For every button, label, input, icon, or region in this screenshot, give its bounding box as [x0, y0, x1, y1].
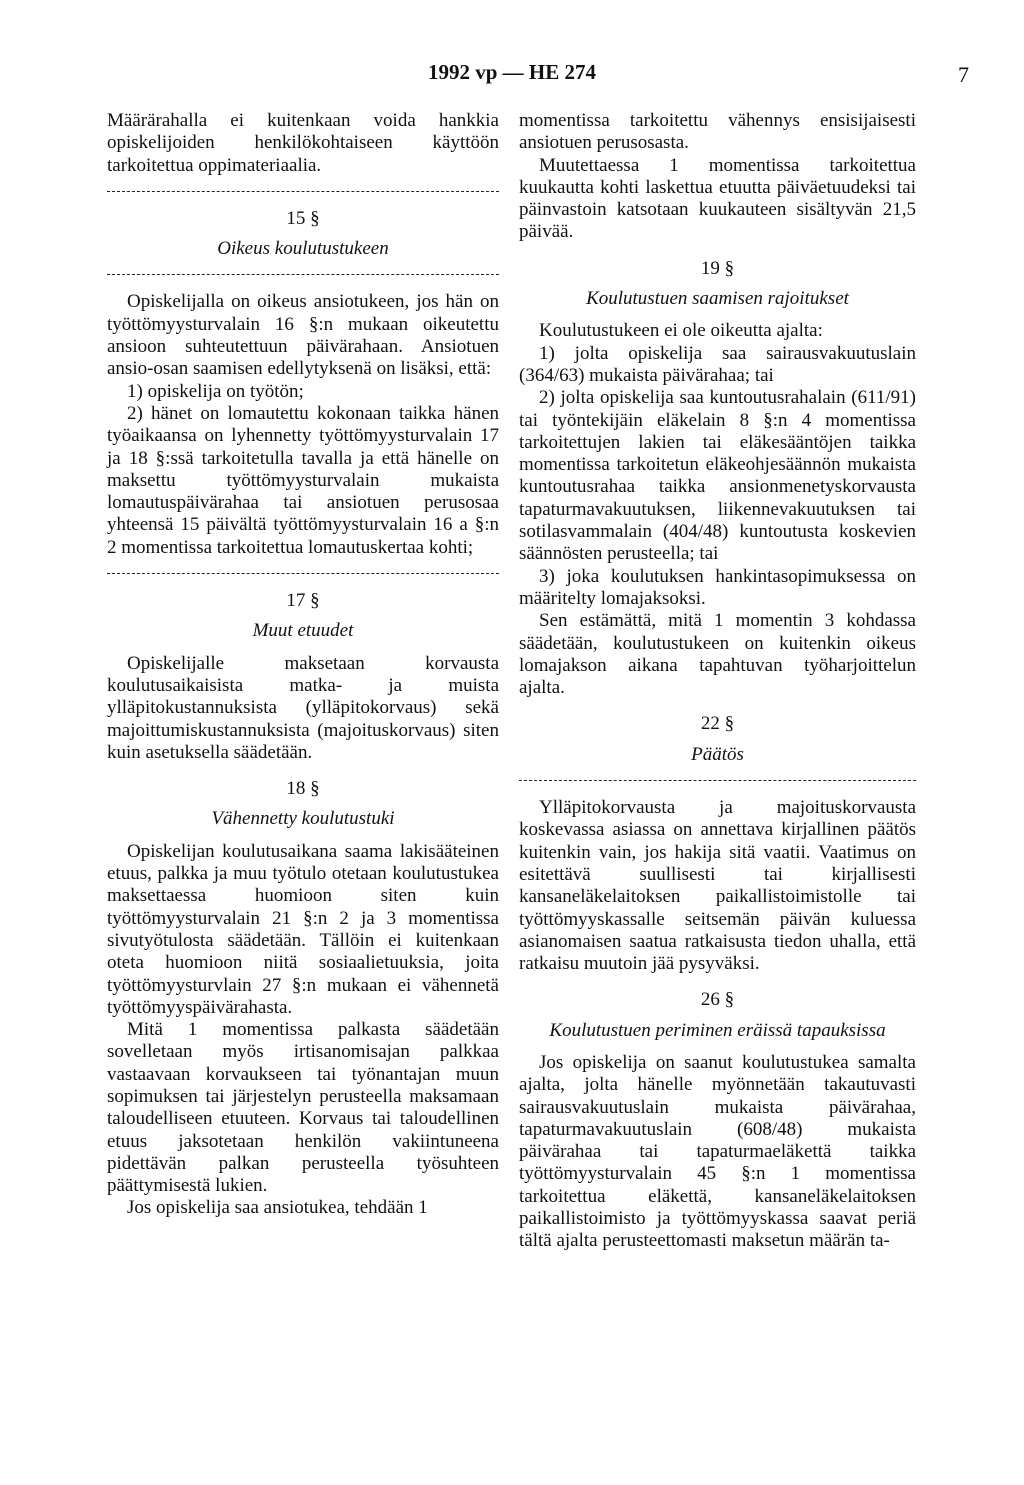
- section-19-number: 19 §: [700, 257, 735, 279]
- section-18-paragraph-2: Mitä 1 momentissa palkasta säädetään sovelletaan myös irtisanomisajan palkkaa vastaavaan korvaukseen tai työnantajan muun sopimuksen tai järjestelyn perusteella maksamaan taloudelliseen etuuteen. Korvaus tai taloudellinen etuus jaksotetaan henkilön vakiintuneena pidettävän palkan perusteella työsuhteen päättymisestä lukien.: [107, 1019, 499, 1197]
- page-number: 7: [958, 62, 969, 87]
- section-22-number: 22 §: [700, 713, 735, 735]
- omission-divider: [107, 191, 499, 192]
- section-17-title: Muut etuudet: [252, 620, 354, 642]
- right-column: [519, 110, 916, 1253]
- section-19-item-2: 2) jolta opiskelija saa kuntoutusrahalain (611/91) tai työntekijäin eläkelain 8 §:n 4 momentissa tarkoitettujen lakien tai eläkesääntöjen taikka momentissa tarkoitetun eläkeohjesäännön mukaista kuntoutusrahaa taikka ansionmenetyskorvausta tapaturmavakuutuksen, liikennevakuutuksen tai sotilasvammalain (404/48) kuntoutusta koskevien säännösten perusteella; tai: [519, 387, 916, 565]
- section-15-title: Oikeus koulutustukeen: [217, 238, 389, 260]
- section-17-paragraph: Opiskelijalle maksetaan korvausta koulutusaikaisista matka- ja muista ylläpitokustannuksista (ylläpitokorvaus) sekä majoittumiskustannuksista (majoituskorvaus) siten kuin asetuksella säädetään.: [107, 652, 499, 763]
- document-reference: 1992 vp — HE 274: [427, 60, 597, 84]
- section-15-paragraph: Opiskelijalla on oikeus ansiotukeen, jos hän on työttömyysturvalain 16 §:n mukaan oikeutettu ansioon suhteutettuun päivärahaan. Ansiotuen ansio-osan saamisen edellytyksenä on lisäksi, että:: [107, 291, 499, 380]
- section-17-number: 17 §: [286, 590, 320, 612]
- omission-divider: [519, 780, 916, 781]
- section-19-title: Koulutustuen saamisen rajoitukset: [586, 288, 849, 310]
- conversion-paragraph: Muutettaessa 1 momentissa tarkoitettua kuukautta kohti laskettua etuutta päiväetuudeksi tai päinvastoin katsotaan kuukauteen sisältyvän 21,5 päivää.: [519, 154, 916, 243]
- section-19-paragraph-1: Koulutustukeen ei ole oikeutta ajalta:: [539, 320, 823, 342]
- left-column: [107, 110, 499, 1220]
- section-15-item-2: 2) hänet on lomautettu kokonaan taikka hänen työaikaansa on lyhennetty työttömyysturvalain 17 ja 18 §:ssä tarkoitetulla tavalla ja että hänelle on maksettu työttömyysturvalain mukaista lomautuspäivärahaa tai ansiotuen perusosaa yhteensä 15 päivältä työttömyysturvalain 16 a §:n 2 momentissa tarkoitettua lomautuskertaa kohti;: [107, 402, 499, 558]
- section-18-paragraph-3: Jos opiskelija saa ansiotukea, tehdään 1: [127, 1197, 428, 1219]
- omission-divider: [107, 573, 499, 574]
- section-15-item-1: 1) opiskelija on työtön;: [127, 380, 304, 402]
- section-26-paragraph: Jos opiskelija on saanut koulutustukea samalta ajalta, jolta hänelle myönnetään takautuvasti sairausvakuutuslain mukaista päivärahaa, tapaturmavakuutuslain (608/48) mukaista päivärahaa tai tapaturmaeläkettä taikka työttömyysturvalain 45 §:n 1 momentissa tarkoitettua eläkettä, kansaneläkelaitoksen paikallistoimisto ja työttömyyskassa saavat periä tältä ajalta perusteettomasti maksetun määrän ta-: [519, 1051, 916, 1252]
- omission-divider: [107, 274, 499, 275]
- section-18-title: Vähennetty koulutustuki: [211, 808, 395, 830]
- section-19-paragraph-2: Sen estämättä, mitä 1 momentin 3 kohdassa säädetään, koulutustukeen on kuitenkin oikeus lomajakson aikana tapahtuvan työharjoittelun ajalta.: [519, 610, 916, 699]
- section-26-number: 26 §: [700, 989, 735, 1011]
- section-18-paragraph-1: Opiskelijan koulutusaikana saama lakisääteinen etuus, palkka ja muu työtulo otetaan koulutustukea maksettaessa huomioon siten kuin työttömyysturvalain 21 §:n 2 ja 3 momentissa sivutyötulosta säädetään. Tällöin ei kuitenkaan oteta huomioon niitä sosiaalietuuksia, joita työttömyysturvlain 27 §:n mukaan ei vähennetä työttömyyspäivärahasta.: [107, 840, 499, 1018]
- section-22-title: Päätös: [691, 743, 744, 765]
- section-22-paragraph: Ylläpitokorvausta ja majoituskorvausta koskevassa asiassa on annettava kirjallinen päätös kuitenkin vain, jos hakija sitä vaatii. Vaatimus on esitettävä suullisesti tai kirjallisesti kansaneläkelaitoksen paikallistoimistolle tai työttömyyskassalle seitsemän päivän kuluessa asianomaisen saatua ratkaisusta tiedon uhalla, että ratkaisu muutoin jää pysyväksi.: [519, 797, 916, 975]
- section-19-item-3: 3) joka koulutuksen hankintasopimuksessa on määritelty lomajaksoksi.: [519, 565, 916, 609]
- continued-paragraph: momentissa tarkoitettu vähennys ensisijaisesti ansiotuen perusosasta.: [519, 110, 916, 154]
- section-15-number: 15 §: [286, 207, 320, 229]
- section-19-item-1: 1) jolta opiskelija saa sairausvakuutuslain (364/63) mukaista päivärahaa; tai: [519, 342, 916, 386]
- page-header: [0, 60, 1024, 90]
- section-18-number: 18 §: [286, 778, 320, 800]
- section-26-title: Koulutustuen periminen eräissä tapauksissa: [549, 1019, 886, 1041]
- intro-paragraph: Määrärahalla ei kuitenkaan voida hankkia opiskelijoiden henkilökohtaiseen käyttöön tarkoitettua oppimateriaalia.: [107, 110, 499, 176]
